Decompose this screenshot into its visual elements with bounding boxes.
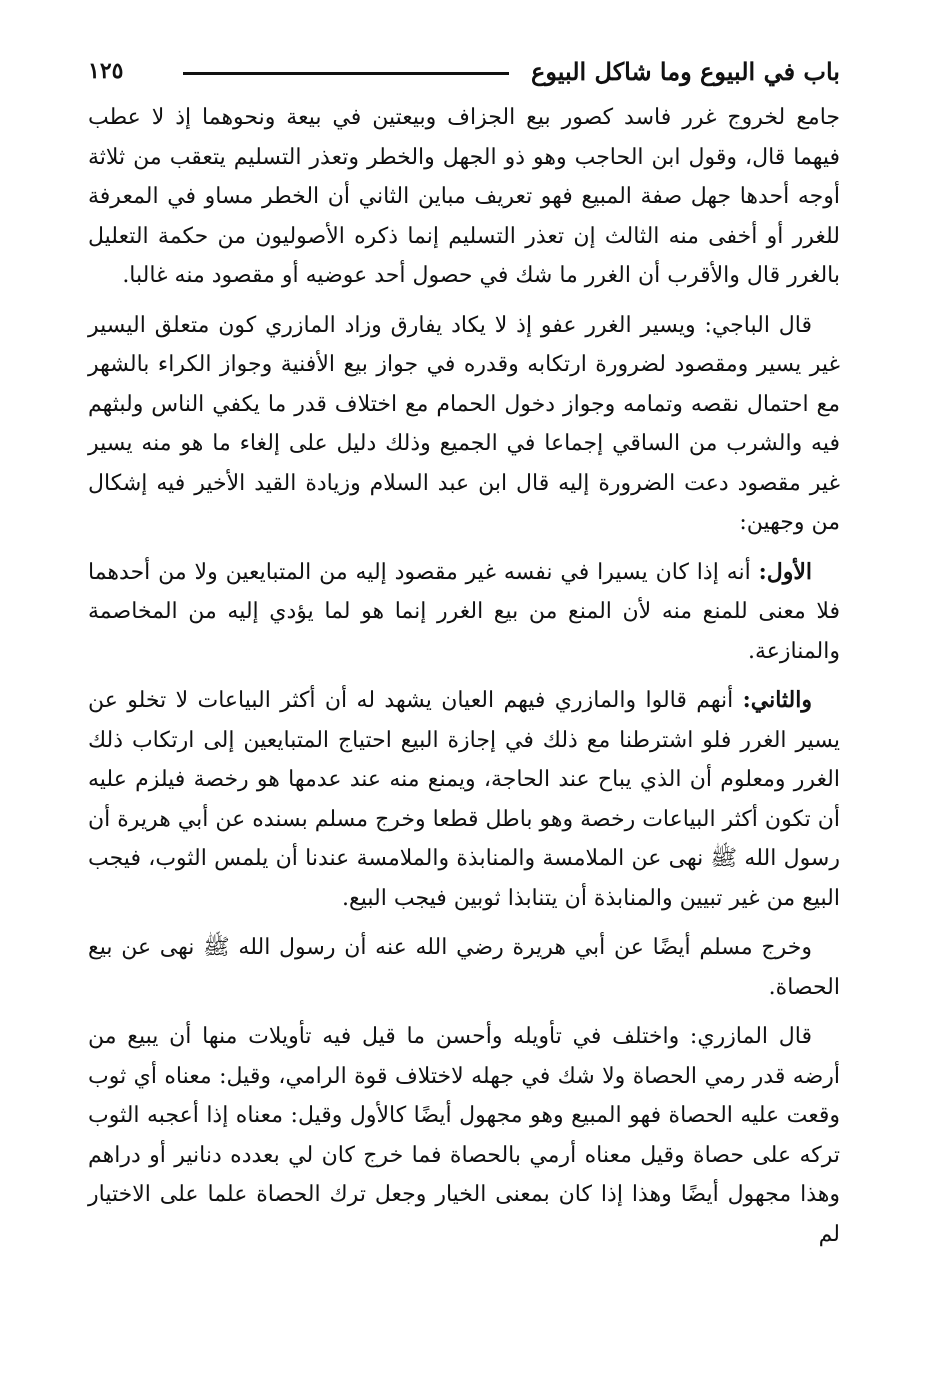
paragraph-2: [88, 306, 840, 543]
paragraph-text: أنهم قالوا والمازري فيهم العيان يشهد له أن أكثر البياعات لا تخلو عن يسير الغرر فلو اشترطنا مع ذلك في إجازة البيع احتياج المتبايعين إلى ارتكاب ذلك الغرر ومعلوم أن الذي يباح عند الحاجة، ويمنع منه عند عدمها هو رخصة فيلزم عليه أن تكون أكثر البياعات رخصة وهو باطل قطعا وخرج مسلم بسنده عن أبي هريرة أن رسول الله ﷺ نهى عن الملامسة والمنابذة والملامسة عندنا أن يلمس الثوب، فيجب البيع من غير تبيين والمنابذة أن يتنابذا ثوبين فيجب البيع.: [88, 688, 840, 911]
paragraph-text: جامع لخروج غرر فاسد كصور بيع الجزاف وبيعتين في بيعة ونحوهما إذ لا عطب فيهما قال، وقول ابن الحاجب وهو ذو الجهل والخطر وتعذر التسليم يتعقب من ثلاثة أوجه أحدها جهل صفة المبيع فهو تعريف مباين الثاني أن الخطر مساو في المعرفة للغرر أو أخفى منه الثالث إن تعذر التسليم إنما ذكره الأصوليون من حكمة التعليل بالغرر قال والأقرب أن الغرر ما شك في حصول أحد عوضيه أو مقصود منه غالبا.: [88, 105, 840, 288]
page-number: ١٢٥: [88, 58, 124, 84]
paragraph-lead: الأول:: [758, 558, 812, 585]
book-page: [88, 46, 840, 1346]
paragraph-text: وخرج مسلم أيضًا عن أبي هريرة رضي الله عنه أن رسول الله ﷺ نهى عن بيع الحصاة.: [88, 935, 840, 1000]
paragraph-4: [88, 681, 840, 918]
page-body: [88, 98, 840, 1254]
paragraph-text: قال الباجي: ويسير الغرر عفو إذ لا يكاد يفارق وزاد المازري كون متعلق اليسير غير يسير ومقصود لضرورة ارتكابه وقدره في جواز بيع الأفنية وجواز الكراء بالشهر مع احتمال نقصه وتمامه وجواز دخول الحمام مع اختلاف قدر ما يكفي الناس ولبثهم فيه والشرب من الساقي إجماعا في الجميع وذلك دليل على إلغاء ما هو منه يسير غير مقصود دعت الضرورة إليه قال ابن عبد السلام وزيادة القيد الأخير فيه إشكال من وجهين:: [88, 312, 840, 535]
paragraph-6: [88, 1017, 840, 1254]
paragraph-text: أنه إذا كان يسيرا في نفسه غير مقصود إليه من المتبايعين ولا من أحدهما فلا معنى للمنع منه لأن المنع من بيع الغرر إنما هو لما يؤدي إليه من المخاصمة والمنازعة.: [88, 559, 840, 664]
paragraph-lead: والثاني:: [742, 687, 812, 713]
paragraph-3: [88, 553, 840, 672]
chapter-title: باب في البيوع وما شاكل البيوع: [531, 56, 840, 86]
paragraph-1: [88, 98, 840, 296]
header-rule: [183, 72, 509, 75]
running-header: [88, 46, 840, 96]
paragraph-5: [88, 928, 840, 1007]
paragraph-text: قال المازري: واختلف في تأويله وأحسن ما قيل فيه تأويلات منها أن يبيع من أرضه قدر رمي الحصاة ولا شك في جهله لاختلاف قوة الرامي، وقيل: معناه أي ثوب وقعت عليه الحصاة فهو المبيع وهو مجهول أيضًا كالأول وقيل: معناه إذا أعجبه الثوب تركه على حصاة وقيل معناه أرمي بالحصاة فما خرج كان لي بعدده دنانير أو دراهم وهذا مجهول أيضًا وهذا إذا كان بمعنى الخيار وجعل ترك الحصاة علما على الاختيار لم: [88, 1024, 840, 1247]
